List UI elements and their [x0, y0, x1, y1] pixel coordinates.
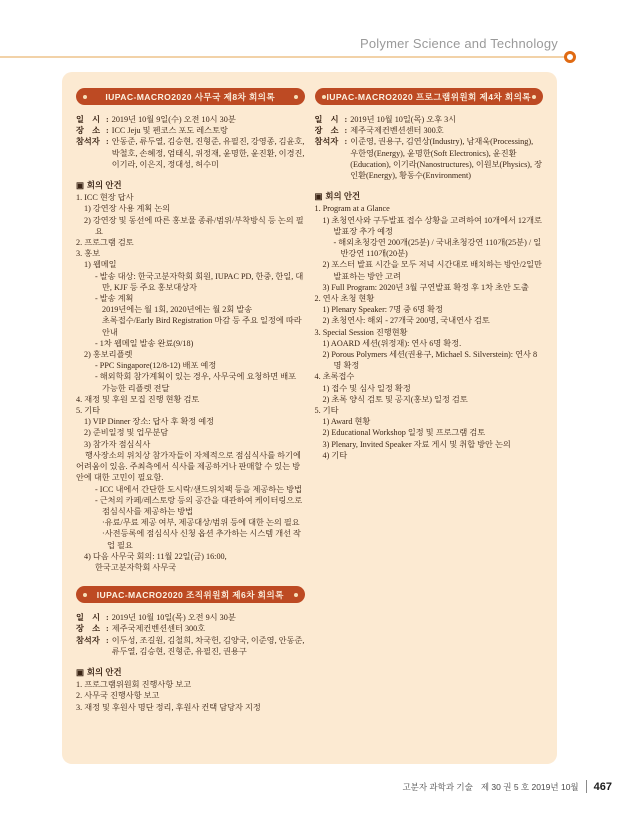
minutes-line: 2019년에는 월 1회, 2020년에는 월 2회 발송	[102, 305, 253, 315]
minutes-line: 4. 초록접수	[314, 372, 355, 382]
minutes-line: 2) Porous Polymers 세션(권용구, Michael S. Silverstein): 연사 8명 확정	[322, 350, 538, 371]
minutes-line: 2) 강연장 및 동선에 따른 홍보물 종류/범위/부착방식 등 논의 필요	[84, 215, 304, 236]
right-column	[315, 88, 544, 752]
page-footer	[402, 780, 612, 793]
minutes-line: 3) Plenary, Invited Speaker 자료 게시 및 취합 방안 논의	[322, 439, 511, 449]
meta-value: 2019년 10월 10일(목) 오후 3시	[350, 115, 457, 124]
minutes-line: 2. 연사 초청 현황	[314, 294, 375, 304]
meta-value: ICC Jeju 및 펜코스 포도 레스토랑	[111, 126, 228, 136]
minutes-line: 1. 프로그램위원회 진행사항 보고	[76, 680, 192, 690]
minutes-line: - 발송 계획	[95, 294, 134, 304]
meta-value: 제주국제컨벤션센터 300호	[350, 126, 444, 136]
minutes-section	[315, 88, 544, 461]
minutes-line: 행사장소의 위치상 참가자들이 자체적으로 점심식사를 하기에 어려움이 있음. 주최측에서 식사를 제공하거나 판매할 수 있는 방안에 대한 고민이 필요함.	[76, 450, 301, 483]
minutes-line: 1) 웹메일	[84, 260, 117, 270]
meta-colon: :	[344, 126, 348, 136]
minutes-line: 1. ICC 현장 답사	[76, 193, 134, 203]
agenda-heading-label: 회의 안건	[86, 666, 122, 677]
meta-label: 참석자	[76, 635, 100, 645]
minutes-line: 2. 프로그램 검토	[76, 238, 134, 248]
section-title-pill	[315, 88, 544, 105]
meta-row	[76, 612, 305, 623]
meta-label: 참석자	[76, 137, 100, 147]
section-title-pill	[76, 586, 305, 603]
meta-colon: :	[106, 137, 109, 147]
agenda-heading	[76, 667, 305, 678]
footer-divider	[586, 780, 587, 793]
meta-row	[315, 114, 544, 125]
minutes-line: 3. 재정 및 후원사 명단 정리, 후원사 컨택 담당자 지정	[76, 702, 261, 712]
minutes-line: - 근처의 카페/레스토랑 등의 공간을 대관하여 케이터링으로 점심식사를 제공하는 방법	[95, 495, 303, 516]
agenda-heading-label: 회의 안건	[86, 180, 122, 191]
minutes-line: - ICC 내에서 간단한 도시락/샌드위치팩 등을 제공하는 방법	[95, 484, 302, 494]
meta-colon: :	[106, 624, 109, 634]
minutes-line: 5. 기타	[314, 406, 339, 416]
meta-colon: :	[344, 137, 348, 147]
minutes-line: 1) 강연장 사용 계획 논의	[84, 204, 171, 214]
minutes-line: - 해외초청강연 200개(25분) / 국내초청강연 110개(25분) / 일반강연 110개(20분)	[333, 238, 542, 259]
footer-issue-info: 제 30 권 5 호 2019년 10월	[480, 781, 579, 792]
minutes-line: 2) 홍보리플렛	[84, 350, 133, 360]
minutes-line: - 발송 대상: 한국고분자학회 회원, IUPAC PD, 한중, 한일, 대만, KJF 등 주요 홍보대상자	[95, 271, 304, 292]
minutes-line: 1. Program at a Glance	[314, 204, 390, 214]
section-title: IUPAC-MACRO2020 사무국 제8차 회의록	[105, 91, 276, 102]
meta-colon: :	[106, 126, 109, 136]
minutes-line: 3) 참가자 점심식사	[84, 439, 151, 449]
minutes-line: ·사전등록에 점심식사 신청 옵션 추가하는 시스템 개선 작업 필요	[102, 529, 301, 550]
meta-value: 안동준, 류두열, 김승현, 진형준, 유필진, 강영종, 김윤호, 박철호, 손혜정, 엄태식, 위정재, 윤명한, 윤진환, 이경진, 이기라, 이은지, 정대성, 허수미	[111, 137, 305, 169]
meta-value: 이두성, 조길원, 김철희, 차국헌, 김양국, 이준영, 안동준, 류두열, 김승현, 진형준, 유필진, 권용구	[111, 635, 305, 656]
meta-value: 제주국제컨벤션센터 300호	[111, 624, 206, 634]
minutes-line: 1) VIP Dinner 장소: 답사 후 확정 예정	[84, 417, 215, 427]
meta-label: 일 시	[314, 115, 339, 124]
minutes-line: 1) AOARD 세션(위정재): 연사 6명 확정.	[322, 338, 462, 348]
minutes-line: ·유료/무료 제공 여부, 제공대상/범위 등에 대한 논의 필요	[102, 518, 300, 528]
minutes-line: 1) 초청연사와 구두발표 접수 상황을 고려하여 10개에서 12개로 발표장 추가 예정	[322, 215, 542, 236]
meta-colon: :	[106, 613, 109, 623]
minutes-line: 2) 초청연사: 해외 - 27개국 200명, 국내연사 검토	[322, 316, 490, 326]
section-title-pill	[76, 88, 305, 105]
agenda-heading-label: 회의 안건	[325, 191, 361, 202]
agenda-marker-icon: ▣	[314, 191, 323, 202]
minutes-box	[62, 72, 557, 764]
meta-colon: :	[106, 635, 109, 645]
agenda-marker-icon: ▣	[76, 180, 84, 191]
meta-label: 장 소	[76, 126, 101, 136]
minutes-line: - PPC Singapore(12/8-12) 배포 예정	[95, 361, 217, 371]
minutes-line: 1) 접수 및 심사 일정 확정	[322, 383, 411, 393]
meta-row	[76, 136, 305, 170]
pill-bullet-icon	[294, 593, 298, 597]
meta-row	[76, 114, 305, 125]
agenda-heading	[315, 191, 544, 202]
minutes-line: 한국고분자학회 사무국	[95, 562, 177, 572]
minutes-line: 4) 기타	[322, 450, 348, 460]
minutes-section	[76, 586, 305, 713]
section-title: IUPAC-MACRO2020 프로그램위원회 제4차 회의록	[326, 91, 531, 102]
meta-colon: :	[344, 115, 348, 124]
minutes-line: 2) 준비일정 및 업무분담	[84, 428, 169, 438]
minutes-line: 2) 포스터 발표 시간을 모두 저녁 시간대로 배치하는 방안/2일만 발표하는 방안 고려	[322, 260, 542, 281]
minutes-line: - 1차 웹메일 발송 완료(9/18)	[95, 338, 194, 348]
minutes-line: 5. 기타	[76, 406, 101, 416]
meta-label: 일 시	[76, 613, 101, 623]
footer-journal-name: 고분자 과학과 기술	[402, 781, 473, 792]
meta-row	[76, 125, 305, 136]
pill-bullet-icon	[294, 95, 298, 99]
minutes-line: 3) Full Program: 2020년 3월 구연발표 확정 후 1차 초안 도출	[322, 282, 529, 292]
pill-bullet-icon	[532, 95, 536, 99]
minutes-line: 2) Educational Workshop 일정 및 프로그램 검토	[322, 428, 486, 438]
header-ring-icon	[564, 51, 576, 63]
minutes-line: - 해외학회 참가계획이 있는 경우, 사무국에 요청하면 배포 가능한 리플렛 전달	[95, 372, 297, 393]
agenda-heading	[76, 180, 305, 191]
left-column	[76, 88, 305, 752]
meta-value: 2019년 10월 10일(목) 오전 9시 30분	[111, 613, 236, 623]
agenda-marker-icon: ▣	[76, 666, 84, 677]
meta-label: 장 소	[76, 624, 101, 634]
minutes-line: 4. 재정 및 후원 모집 진행 현황 검토	[76, 394, 200, 404]
minutes-line: 3. 홍보	[76, 249, 101, 259]
minutes-line: 3. Special Session 진행현황	[314, 327, 408, 337]
minutes-line: 4) 다음 사무국 회의: 11월 22일(금) 16:00,	[84, 551, 227, 561]
meta-label: 장 소	[314, 126, 339, 136]
minutes-section	[76, 88, 305, 573]
meta-colon: :	[106, 115, 109, 124]
header-rule	[0, 56, 568, 58]
section-title: IUPAC-MACRO2020 조직위원회 제6차 회의록	[96, 589, 284, 600]
meta-row	[315, 136, 544, 181]
meta-label: 참석자	[314, 137, 339, 147]
meta-value: 2019년 10월 9일(수) 오전 10시 30분	[111, 115, 236, 124]
minutes-line: 초록접수/Early Bird Registration 마감 등 주요 일정에 따라 안내	[102, 316, 302, 337]
meta-row	[76, 623, 305, 634]
meta-row	[315, 125, 544, 136]
minutes-line: 2) 초록 양식 검토 및 공지(홍보) 일정 검토	[322, 394, 468, 404]
journal-title: Polymer Science and Technology	[360, 36, 558, 51]
minutes-line: 2. 사무국 진행사항 보고	[76, 691, 160, 701]
minutes-line: 1) Plenary Speaker: 7명 중 6명 확정	[322, 305, 443, 315]
meta-row	[76, 635, 305, 657]
meta-value: 이준영, 권용구, 김연상(Industry), 남재욱(Processing), 우한영(Energy), 윤명한(Soft Electronics), 윤진환(Education), 이기라(Nanostructures), 이원보(Physics), 장인환(Energy), 황동수(Environment)	[350, 137, 543, 181]
footer-page-number: 467	[593, 780, 612, 793]
meta-label: 일 시	[76, 115, 101, 124]
minutes-line: 1) Award 현황	[322, 417, 371, 427]
